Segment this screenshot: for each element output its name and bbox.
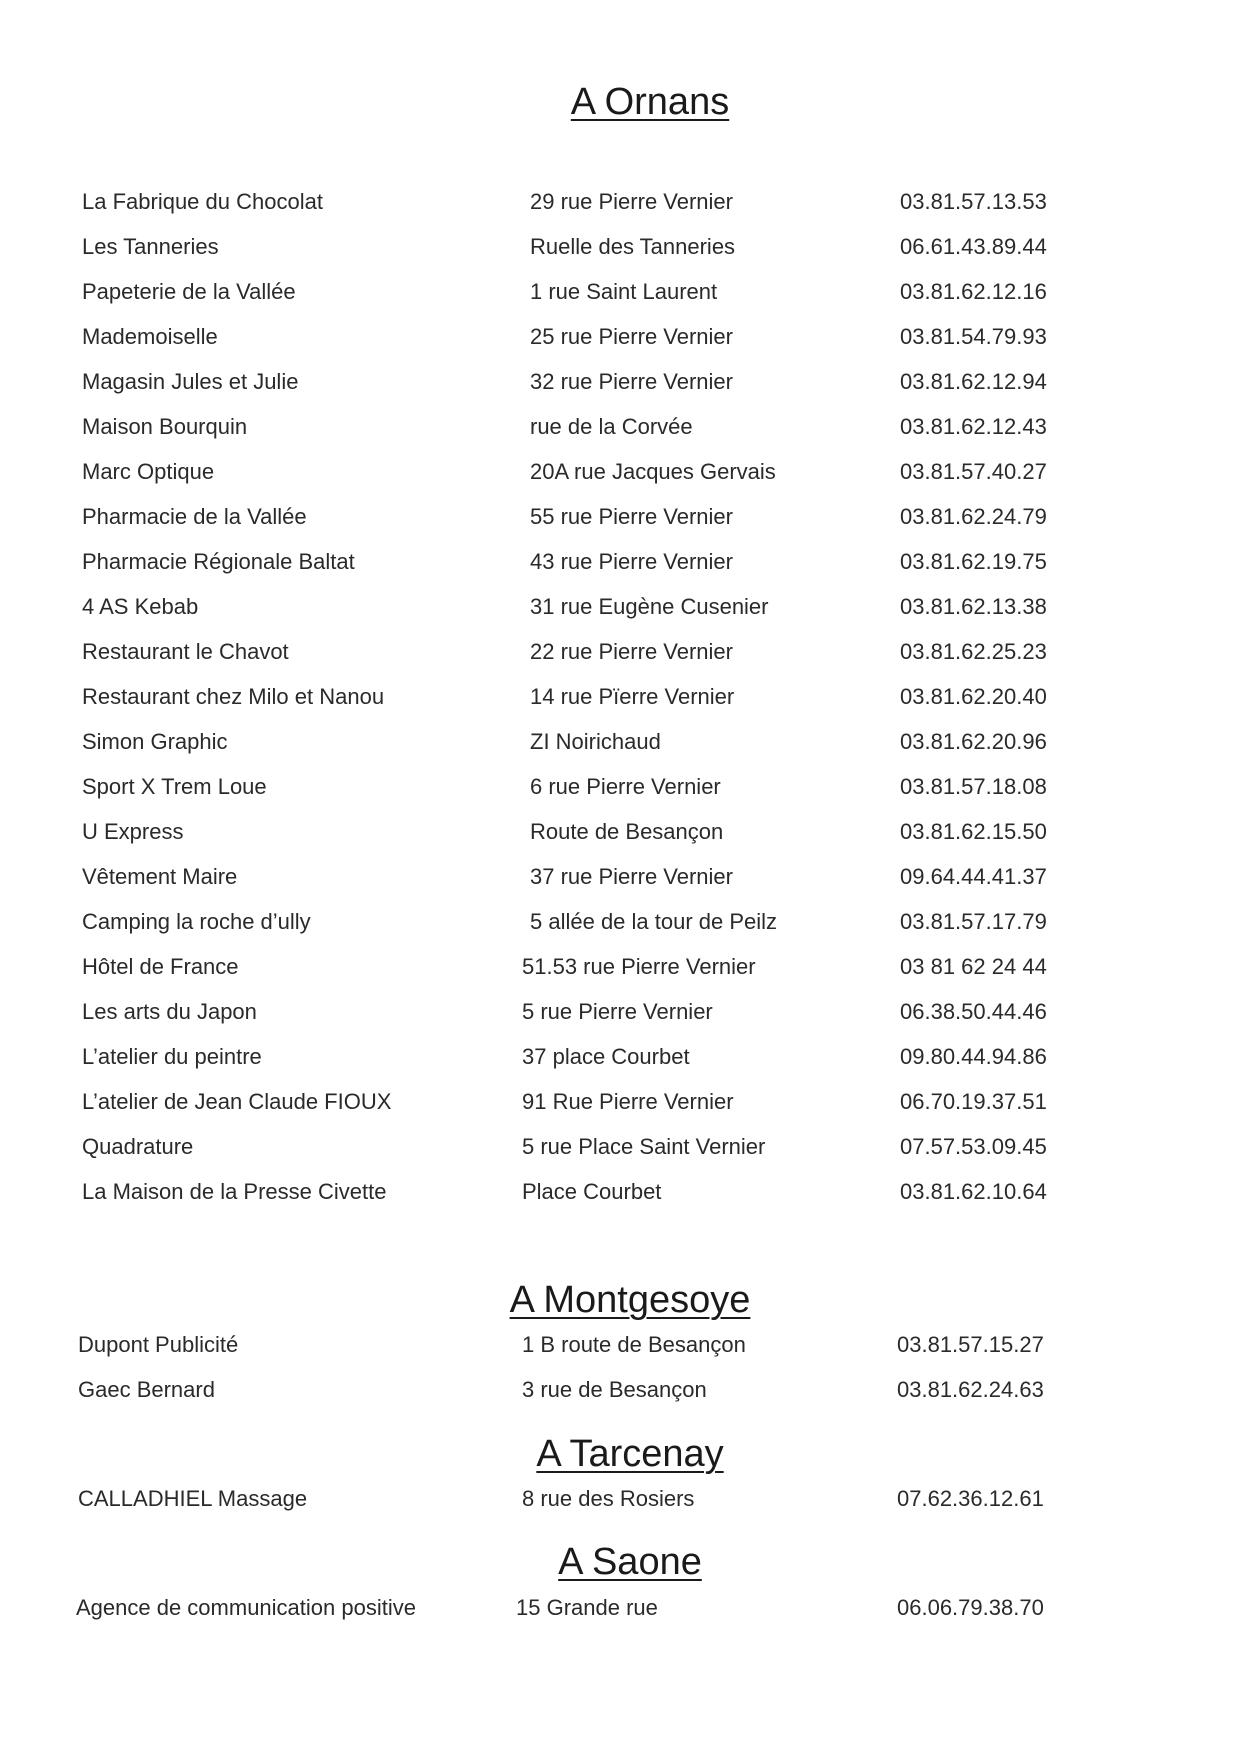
entry-name: Agence de communication positive bbox=[76, 1595, 416, 1620]
entry-address: 43 rue Pierre Vernier bbox=[530, 549, 733, 574]
entry-phone: 03.81.57.40.27 bbox=[900, 459, 1047, 484]
entry-address: 22 rue Pierre Vernier bbox=[530, 639, 733, 664]
entry-name: Vêtement Maire bbox=[82, 864, 238, 889]
entry-phone: 06.70.19.37.51 bbox=[900, 1089, 1047, 1114]
entry-address: 32 rue Pierre Vernier bbox=[530, 369, 733, 394]
entry-name: Papeterie de la Vallée bbox=[82, 279, 296, 304]
entry-phone: 06.06.79.38.70 bbox=[897, 1595, 1044, 1620]
section-title-tarcenay: A Tarcenay bbox=[536, 1433, 724, 1475]
entry-address: Route de Besançon bbox=[530, 819, 724, 844]
entry-name: CALLADHIEL Massage bbox=[78, 1486, 308, 1511]
list-item bbox=[0, 501, 1240, 533]
entry-phone: 09.64.44.41.37 bbox=[900, 864, 1047, 889]
entry-phone: 03.81.62.24.79 bbox=[900, 504, 1047, 529]
entry-address: 14 rue Pïerre Vernier bbox=[530, 684, 735, 709]
entry-address: 5 rue Place Saint Vernier bbox=[522, 1134, 766, 1159]
entry-name: Sport X Trem Loue bbox=[82, 774, 267, 799]
entry-name: La Fabrique du Chocolat bbox=[82, 189, 323, 214]
entry-name: Les arts du Japon bbox=[82, 999, 257, 1024]
entry-address: 8 rue des Rosiers bbox=[522, 1486, 695, 1511]
list-item bbox=[0, 1176, 1240, 1208]
entry-phone: 06.61.43.89.44 bbox=[900, 234, 1047, 259]
entry-phone: 03.81.62.10.64 bbox=[900, 1179, 1047, 1204]
list-item bbox=[0, 1483, 1240, 1515]
section-title-montgesoye: A Montgesoye bbox=[509, 1279, 751, 1321]
entry-name: Maison Bourquin bbox=[82, 414, 248, 439]
entry-address: 51.53 rue Pierre Vernier bbox=[522, 954, 756, 979]
list-item bbox=[0, 681, 1240, 713]
list-item bbox=[0, 1086, 1240, 1118]
list-item bbox=[0, 186, 1240, 218]
entry-phone: 06.38.50.44.46 bbox=[900, 999, 1047, 1024]
list-item bbox=[0, 996, 1240, 1028]
entry-address: 25 rue Pierre Vernier bbox=[530, 324, 733, 349]
entry-address: 29 rue Pierre Vernier bbox=[530, 189, 733, 214]
entry-phone: 03.81.57.13.53 bbox=[900, 189, 1047, 214]
entry-phone: 03.81.62.20.40 bbox=[900, 684, 1047, 709]
entry-phone: 07.62.36.12.61 bbox=[897, 1486, 1044, 1511]
list-item bbox=[0, 231, 1240, 263]
entry-phone: 03.81.57.15.27 bbox=[897, 1332, 1044, 1357]
entry-name: Magasin Jules et Julie bbox=[82, 369, 299, 394]
list-item bbox=[0, 816, 1240, 848]
entry-address: 55 rue Pierre Vernier bbox=[530, 504, 733, 529]
list-item bbox=[0, 411, 1240, 443]
entry-address: 15 Grande rue bbox=[516, 1595, 658, 1620]
entry-name: Restaurant chez Milo et Nanou bbox=[82, 684, 385, 709]
section-title-ornans: A Ornans bbox=[570, 81, 730, 123]
entry-address: 20A rue Jacques Gervais bbox=[530, 459, 776, 484]
entry-address: 5 rue Pierre Vernier bbox=[522, 999, 713, 1024]
entry-phone: 03.81.57.18.08 bbox=[900, 774, 1047, 799]
entry-name: Pharmacie Régionale Baltat bbox=[82, 549, 355, 574]
list-item bbox=[0, 636, 1240, 668]
entry-name: 4 AS Kebab bbox=[82, 594, 199, 619]
list-item bbox=[0, 951, 1240, 983]
entry-address: Ruelle des Tanneries bbox=[530, 234, 736, 259]
entry-name: Les Tanneries bbox=[82, 234, 219, 259]
entry-phone: 03.81.62.25.23 bbox=[900, 639, 1047, 664]
entry-name: Pharmacie de la Vallée bbox=[82, 504, 307, 529]
entry-phone: 03.81.57.17.79 bbox=[900, 909, 1047, 934]
entry-phone: 07.57.53.09.45 bbox=[900, 1134, 1047, 1159]
list-item bbox=[0, 771, 1240, 803]
entry-address: rue de la Corvée bbox=[530, 414, 693, 439]
list-item bbox=[0, 591, 1240, 623]
entry-address: 37 rue Pierre Vernier bbox=[530, 864, 733, 889]
entry-phone: 03.81.62.12.16 bbox=[900, 279, 1047, 304]
entry-name: Hôtel de France bbox=[82, 954, 239, 979]
list-item bbox=[0, 456, 1240, 488]
entry-address: 1 rue Saint Laurent bbox=[530, 279, 718, 304]
entry-name: Dupont Publicité bbox=[78, 1332, 239, 1357]
entry-name: Gaec Bernard bbox=[78, 1377, 215, 1402]
entry-name: Quadrature bbox=[82, 1134, 194, 1159]
entry-phone: 03.81.62.15.50 bbox=[900, 819, 1047, 844]
entry-name: Mademoiselle bbox=[82, 324, 218, 349]
entry-address: 3 rue de Besançon bbox=[522, 1377, 707, 1402]
entry-phone: 03.81.62.19.75 bbox=[900, 549, 1047, 574]
list-item bbox=[0, 1131, 1240, 1163]
entry-address: Place Courbet bbox=[522, 1179, 662, 1204]
list-item bbox=[0, 366, 1240, 398]
entry-phone: 03.81.62.24.63 bbox=[897, 1377, 1044, 1402]
list-item bbox=[0, 276, 1240, 308]
list-item bbox=[0, 1041, 1240, 1073]
entry-address: 6 rue Pierre Vernier bbox=[530, 774, 721, 799]
entry-name: La Maison de la Presse Civette bbox=[82, 1179, 387, 1204]
entry-name: Camping la roche d’ully bbox=[82, 909, 311, 934]
entry-name: L’atelier du peintre bbox=[82, 1044, 262, 1069]
list-item bbox=[0, 726, 1240, 758]
entry-name: U Express bbox=[82, 819, 184, 844]
list-item bbox=[0, 1592, 1240, 1624]
list-item bbox=[0, 861, 1240, 893]
entry-address: 5 allée de la tour de Peilz bbox=[530, 909, 778, 934]
entry-address: 1 B route de Besançon bbox=[522, 1332, 746, 1357]
entry-name: L’atelier de Jean Claude FIOUX bbox=[82, 1089, 392, 1114]
list-item bbox=[0, 546, 1240, 578]
entry-phone: 09.80.44.94.86 bbox=[900, 1044, 1047, 1069]
list-item bbox=[0, 906, 1240, 938]
entry-phone: 03.81.62.12.94 bbox=[900, 369, 1047, 394]
entry-name: Marc Optique bbox=[82, 459, 215, 484]
entry-address: ZI Noirichaud bbox=[530, 729, 661, 754]
list-item bbox=[0, 1374, 1240, 1406]
entry-phone: 03.81.62.12.43 bbox=[900, 414, 1047, 439]
entry-phone: 03.81.62.13.38 bbox=[900, 594, 1047, 619]
list-item bbox=[0, 1329, 1240, 1361]
entry-phone: 03 81 62 24 44 bbox=[900, 954, 1047, 979]
entry-name: Restaurant le Chavot bbox=[82, 639, 289, 664]
entry-address: 31 rue Eugène Cusenier bbox=[530, 594, 769, 619]
list-item bbox=[0, 321, 1240, 353]
entry-address: 37 place Courbet bbox=[522, 1044, 690, 1069]
entry-address: 91 Rue Pierre Vernier bbox=[522, 1089, 734, 1114]
entry-phone: 03.81.54.79.93 bbox=[900, 324, 1047, 349]
entry-phone: 03.81.62.20.96 bbox=[900, 729, 1047, 754]
entry-name: Simon Graphic bbox=[82, 729, 228, 754]
section-title-saone: A Saone bbox=[558, 1541, 702, 1583]
